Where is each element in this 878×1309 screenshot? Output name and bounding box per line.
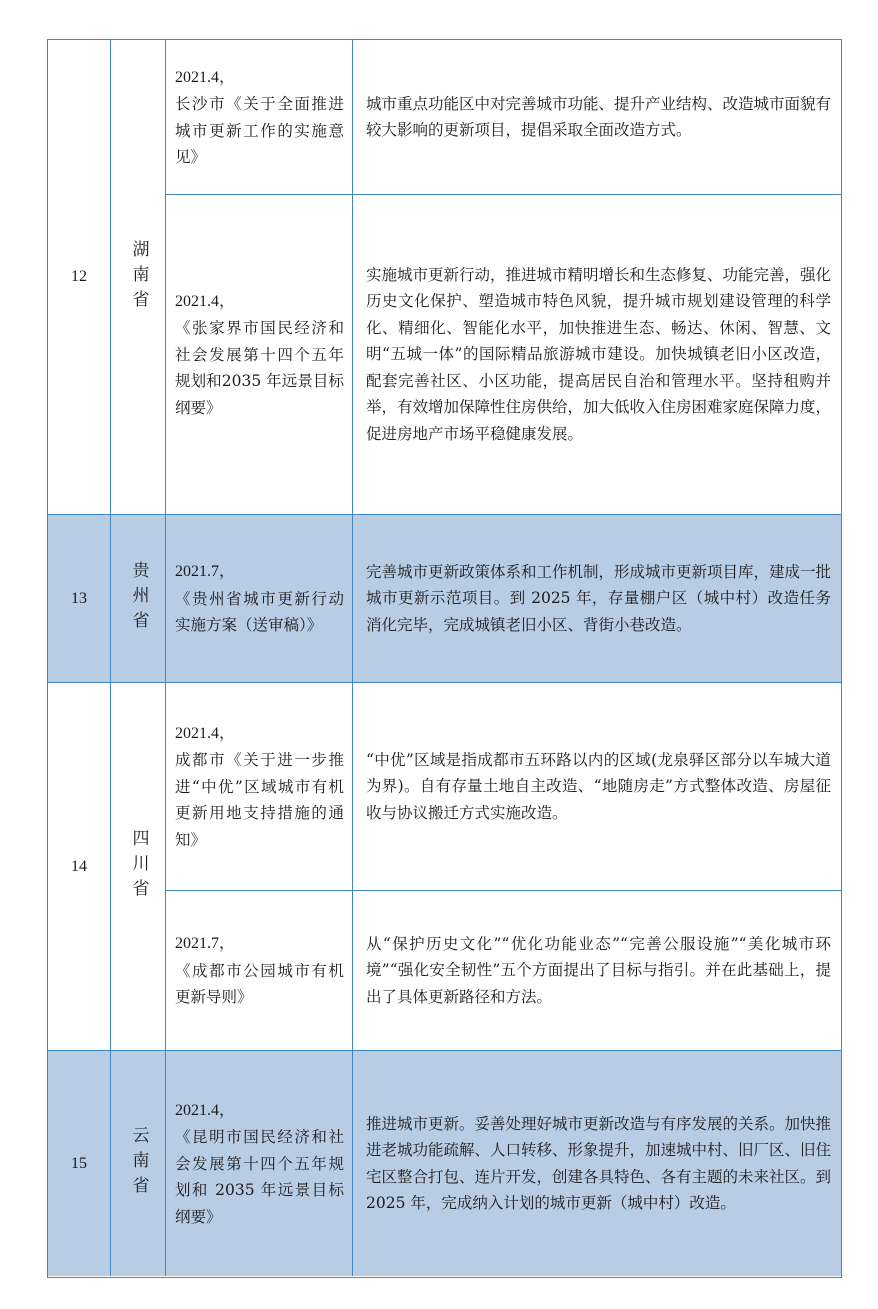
- document-cell: [166, 683, 353, 891]
- row-number-cell: [48, 1051, 111, 1276]
- province-name: 贵州省: [128, 561, 149, 636]
- policy-description: 实施城市更新行动，推进城市精明增长和生态修复、功能完善，强化历史文化保护、塑造城市特色风貌，提升城市规划建设管理的科学化、精细化、智能化水平，加快推进生态、畅达、休闲、智慧、文明“五城一体”的国际精品旅游城市建设。加快城镇老旧小区改造，配套完善社区、小区功能，提高居民自治和管理水平。坚持租购并举，有效增加保障性住房供给，加大低收入住房困难家庭保障力度，促进房地产市场平稳健康发展。: [366, 265, 832, 443]
- row-number-cell: [48, 40, 111, 515]
- policy-description: “中优”区域是指成都市五环路以内的区域(龙泉驿区部分以车城大道为界)。自有存量土地自主改造、“地随房走”方式整体改造、房屋征收与协议搬迁方式实施改造。: [366, 750, 831, 822]
- province-cell: [111, 515, 166, 683]
- row-number-cell: [48, 683, 111, 1051]
- policy-description: 城市重点功能区中对完善城市功能、提升产业结构、改造城市面貌有较大影响的更新项目，提倡采取全面改造方式。: [366, 94, 832, 139]
- row-number-cell: [48, 515, 111, 683]
- province-name: 湖南省: [128, 239, 149, 315]
- document-title: 长沙市《关于全面推进城市更新工作的实施意见》: [175, 95, 344, 166]
- document-cell: [166, 40, 353, 195]
- issue-date: 2021.4，: [175, 68, 236, 86]
- issue-date: 2021.4，: [175, 724, 236, 742]
- province-cell: [111, 683, 166, 1051]
- row-number: 13: [71, 589, 87, 607]
- description-cell: [353, 891, 841, 1051]
- document-title: 《张家界市国民经济和社会发展第十四个五年规划和2035 年远景目标纲要》: [175, 319, 344, 417]
- document-title: 《贵州省城市更新行动实施方案（送审稿）》: [175, 589, 344, 635]
- policy-description: 完善城市更新政策体系和工作机制，形成城市更新项目库，建成一批城市更新示范项目。到 2025 年，存量棚户区（城中村）改造任务消化完毕，完成城镇老旧小区、背街小巷改造。: [366, 562, 832, 634]
- description-cell: [353, 195, 841, 515]
- document-title: 《成都市公园城市有机更新导则》: [175, 961, 344, 1007]
- description-cell: [353, 683, 841, 891]
- document-cell: [166, 891, 353, 1051]
- description-cell: [353, 40, 841, 195]
- row-number: 12: [71, 268, 87, 285]
- issue-date: 2021.4，: [175, 292, 236, 310]
- policy-description: 从“保护历史文化”“优化功能业态”“完善公服设施”“美化城市环境”“强化安全韧性”五个方面提出了目标与指引。并在此基础上，提出了具体更新路径和方法。: [366, 934, 831, 1006]
- description-cell: [353, 515, 841, 683]
- province-cell: [111, 40, 166, 515]
- description-cell: [353, 1051, 841, 1276]
- issue-date: 2021.7，: [175, 563, 236, 581]
- issue-date: 2021.7，: [175, 935, 236, 953]
- issue-date: 2021.4，: [175, 1101, 236, 1119]
- province-cell: [111, 1051, 166, 1276]
- document-title: 《昆明市国民经济和社会发展第十四个五年规划和 2035 年远景目标纲要》: [175, 1128, 344, 1226]
- row-number: 15: [71, 1154, 87, 1172]
- province-name: 四川省: [128, 829, 149, 904]
- policy-table: [47, 39, 842, 1278]
- document-title: 成都市《关于进一步推进“中优”区域城市有机更新用地支持措施的通知》: [175, 751, 344, 849]
- document-cell: [166, 515, 353, 683]
- document-cell: [166, 195, 353, 515]
- province-name: 云南省: [128, 1126, 149, 1201]
- row-number: 14: [71, 857, 87, 875]
- document-cell: [166, 1051, 353, 1276]
- policy-description: 推进城市更新。妥善处理好城市更新改造与有序发展的关系。加快推进老城功能疏解、人口转移、形象提升，加速城中村、旧厂区、旧住宅区整合打包、连片开发，创建各具特色、各有主题的未来社区。到 2025 年，完成纳入计划的城市更新（城中村）改造。: [366, 1114, 832, 1212]
